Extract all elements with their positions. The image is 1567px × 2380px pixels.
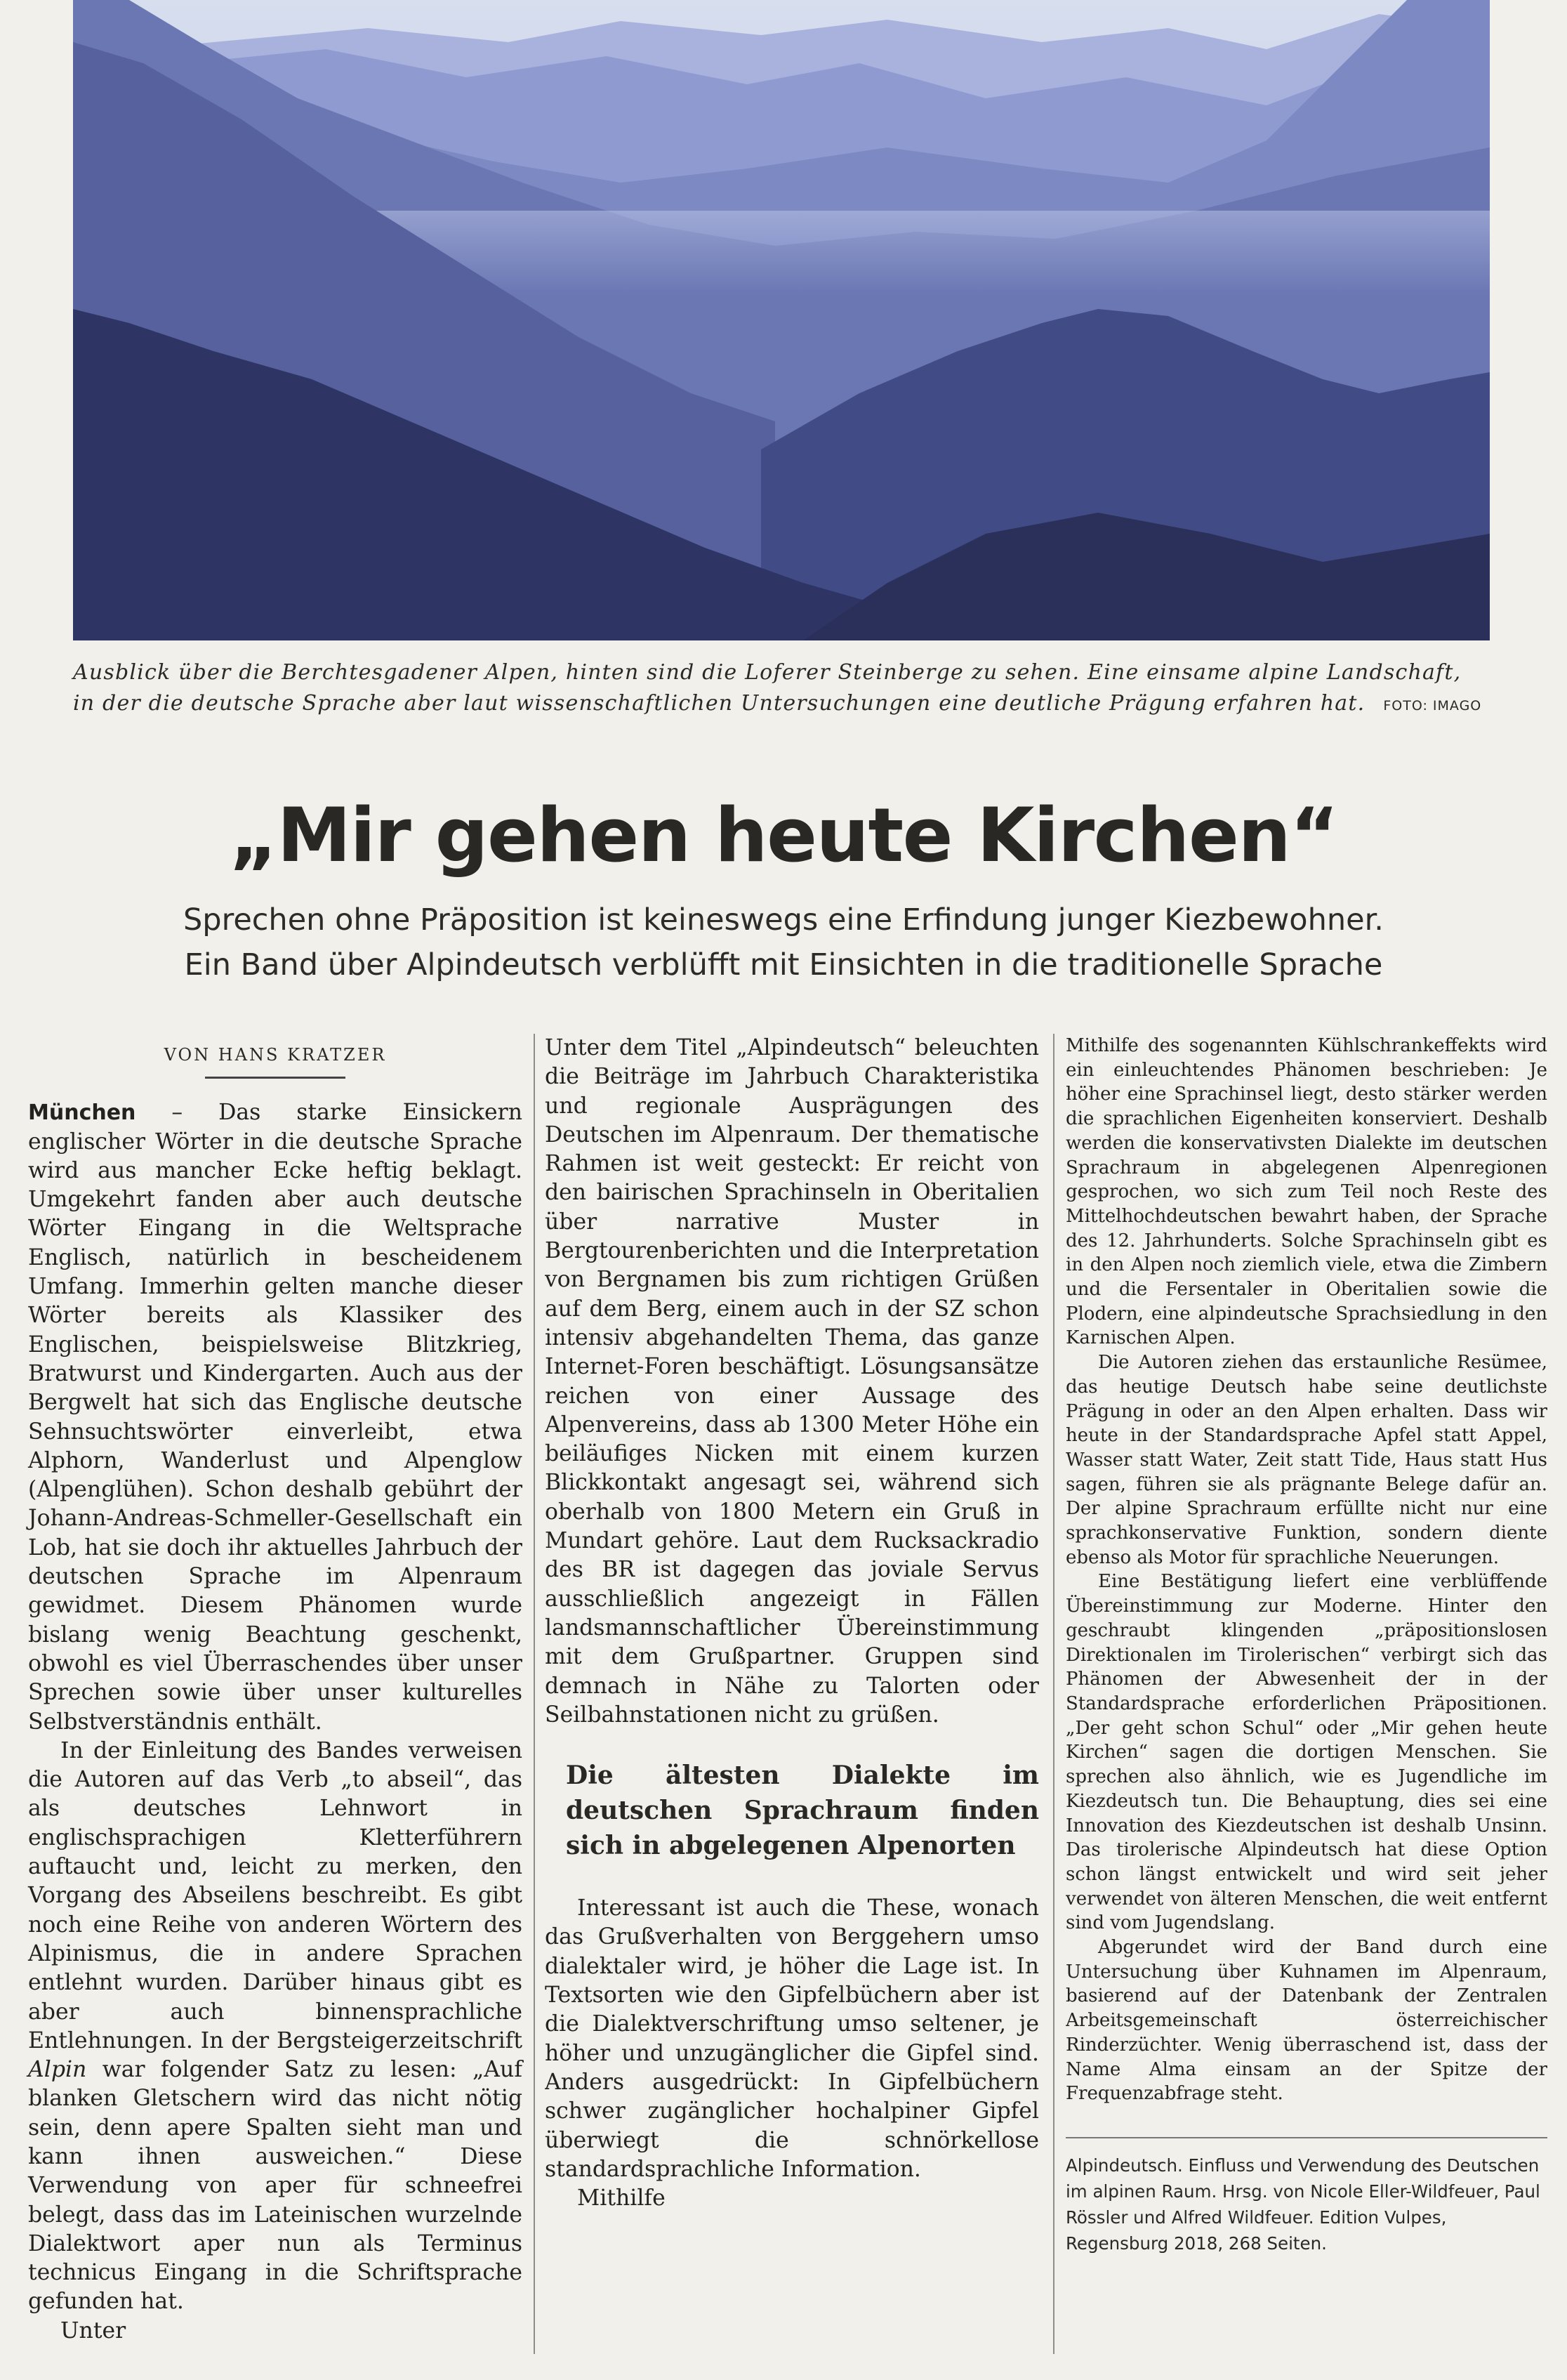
subheadline-line-1: Sprechen ohne Präposition ist keineswegs eine Erfindung junger Kiezbewohner.: [183, 902, 1384, 938]
paragraph-7: Eine Bestätigung liefert eine verblüffende Übereinstimmung zur Moderne. Hinter den geschraubt klingenden „präpositionslosen Direktionalen im Tirolerischen“ verbirgt sich das Phänomen der Abwesenheit der in der Standardsprache erforderlichen Präpositionen. „Der geht schon Schul“ oder „Mir gehen heute Kirchen“ sagen die dortigen Menschen. Sie sprechen also ähnlich, wie es Jugendliche im Kiezdeutsch tun. Die Behauptung, dies sei eine Innovation des Kiezdeutschen ist deshalb Unsinn. Das tirolerische Alpindeutsch hat diese Option schon längst entwickelt und wird seit jeher verwendet von älteren Menschen, die weit entfernt sind vom Jugendslang.: [1066, 1571, 1547, 1934]
column-divider-2: [1053, 1034, 1054, 2354]
magazine-name: Alpin: [28, 2057, 87, 2083]
paragraph-1-text: – Das starke Einsickern englischer Wörter in die deutsche Sprache wird aus mancher Ecke heftig beklagt. Umgekehrt fanden aber auch deutsche Wörter Eingang in die Weltsprache Englisch, natürlich in bescheidenem Umfang. Immerhin gelten manche dieser Wörter bereits als Klassiker des Englischen, beispielsweise Blitzkrieg, Bratwurst und Kindergarten. Auch aus der Bergwelt hat sich das Englische deutsche Sehnsuchtswörter einverleibt, etwa Alphorn, Wanderlust und Alpenglow (Alpenglühen). Schon deshalb gebührt der Johann-Andreas-Schmeller-Gesellschaft ein Lob, hat sie doch ihr aktuelles Jahrbuch der deutschen Sprache im Alpenraum gewidmet. Diesem Phänomen wurde bislang wenig Beachtung geschenkt, obwohl es viel Überraschendes über unser Sprechen sowie über unser kulturelles Selbstverständnis enthält.: [28, 1100, 522, 1735]
photo-caption: [73, 657, 1490, 721]
caption-text: Ausblick über die Berchtesgadener Alpen, hinten sind die Loferer Steinberge zu sehen. Eine einsame alpine Landschaft, in der die deutsche Sprache aber laut wissenschaftlichen Untersuchungen eine deutliche Prägung erfahren hat.: [73, 660, 1462, 716]
paragraph-4: Interessant ist auch die These, wonach das Grußverhalten von Berggehern umso dialektaler wird, je höher die Lage ist. In Textsorten wie den Gipfelbüchern aber ist die Dialektverschriftung umso seltener, je höher und unzugänglicher die Gipfel sind. Anders ausgedrückt: In Gipfelbüchern schwer zugänglicher hochalpiner Gipfel überwiegt die schnörkellose standardsprachliche Information.: [545, 1895, 1039, 2182]
article-column-1: [28, 1034, 522, 2368]
paragraph-2: [28, 1737, 522, 2317]
dateline: München: [28, 1100, 136, 1126]
paragraph-2-text-a: In der Einleitung des Bandes verweisen die Autoren auf das Verb „to abseil“, das als deutsches Lehnwort in englischsprachigen Kletterführern auftaucht und, leicht zu merken, den Vorgang des Abseilens beschreibt. Es gibt noch eine Reihe von anderen Wörtern des Alpinismus, die in andere Sprachen entlehnt wurden. Darüber hinaus gibt es aber auch binnensprachliche Entlehnungen. In der Bergsteigerzeitschrift: [28, 1737, 522, 2053]
article-subheading: Die ältesten Dialekte im deutschen Sprachraum finden sich in abgelegenen Alpenorten: [566, 1761, 1039, 1861]
paragraph-2-text-b: war folgender Satz zu lesen: „Auf blanken Gletschern wird das nicht nötig sein, denn apere Spalten sieht man und kann ihnen ausweichen.“ Diese Verwendung von aper für schneefrei belegt, dass das im Lateinischen wurzelnde Dialektwort aper nun als Terminus technicus Eingang in die Schriftsprache gefunden hat.: [28, 2057, 522, 2315]
article-column-2: [545, 1034, 1039, 2368]
headline: „Mir gehen heute Kirchen“: [229, 792, 1338, 879]
photo-credit: FOTO: IMAGO: [1383, 698, 1482, 714]
paragraph-6: Die Autoren ziehen das erstaunliche Resümee, das heutige Deutsch habe seine deutlichste Prägung in oder an den Alpen erhalten. Dass wir heute in der Standardsprache Apfel statt Appel, Wasser statt Water, Zeit statt Tide, Haus statt Hus sagen, führen sie als prägnante Belege dafür an. Der alpine Sprachraum erfüllte nicht nur eine sprachkonservative Funktion, sondern diente ebenso als Motor für sprachliche Neuerungen.: [1066, 1352, 1547, 1568]
paragraph-1: [28, 1098, 522, 1737]
byline: VON HANS KRATZER: [164, 1045, 387, 1065]
paragraph-5: Mithilfe: [577, 2185, 666, 2211]
book-info-rule: [1066, 2137, 1547, 2138]
subheadline: [98, 898, 1469, 987]
subheadline-line-2: Ein Band über Alpindeutsch verblüfft mit Einsichten in die traditionelle Sprache: [184, 947, 1383, 982]
mountain-landscape-illustration: [73, 0, 1490, 640]
mountain-photo: [73, 0, 1490, 640]
column-divider-1: [534, 1034, 535, 2354]
byline-rule: [205, 1077, 345, 1079]
paragraph-3-continued: Unter dem Titel „Alpindeutsch“ beleuchten die Beiträge im Jahrbuch Charakteristika und regionale Ausprägungen des Deutschen im Alpenraum. Der thematische Rahmen ist weit gesteckt: Er reicht von den bairischen Sprachinseln in Oberitalien über narrative Muster in Bergtourenberichten und die Interpretation von Bergnamen bis zum richtigen Grüßen auf dem Berg, einem auch in der SZ schon intensiv abgehandelten Thema, das ganze Internet-Foren beschäftigt. Lösungsansätze reichen von einer Aussage des Alpenvereins, dass ab 1300 Meter Höhe ein beiläufiges Nicken mit einem kurzen Blickkontakt angesagt sei, während sich oberhalb von 1800 Metern ein Gruß in Mundart gehöre. Laut dem Rucksackradio des BR ist dagegen das joviale Servus ausschließlich angezeigt in Fällen landsmannschaftlicher Übereinstimmung mit dem Grußpartner. Gruppen sind demnach in Nähe zu Talorten oder Seilbahnstationen nicht zu grüßen.: [545, 1035, 1039, 1728]
article-column-3: [1066, 1034, 1547, 2368]
book-reference: Alpindeutsch. Einfluss und Verwendung des Deutschen im alpinen Raum. Hrsg. von Nicole Eller-Wildfeuer, Paul Rössler und Alfred Wildfeuer. Edition Vulpes, Regensburg 2018, 268 Seiten.: [1066, 2155, 1540, 2254]
paragraph-3: Unter: [60, 2317, 126, 2343]
paragraph-8: Abgerundet wird der Band durch eine Untersuchung über Kuhnamen im Alpenraum, basierend auf der Datenbank der Zentralen Arbeitsgemeinschaft österreichischer Rinderzüchter. Wenig überraschend ist, dass der Name Alma einsam an der Spitze der Frequenzabfrage steht.: [1066, 1937, 1547, 2105]
paragraph-5-continued: Mithilfe des sogenannten Kühlschrankeffekts wird ein einleuchtendes Phänomen beschrieben: Je höher eine Sprachinsel liegt, desto stärker werden die sprachlichen Eigenheiten konserviert. Deshalb werden die konservativsten Dialekte im deutschen Sprachraum in abgelegenen Alpenregionen gesprochen, wo sich zum Teil noch Reste des Mittelhochdeutschen bewahrt haben, der Sprache des 12. Jahrhunderts. Solche Sprachinseln gibt es in den Alpen noch ziemlich viele, etwa die Zimbern und die Fersentaler in Oberitalien sowie die Plodern, eine alpindeutsche Sprachsiedlung in den Karnischen Alpen.: [1066, 1035, 1547, 1349]
